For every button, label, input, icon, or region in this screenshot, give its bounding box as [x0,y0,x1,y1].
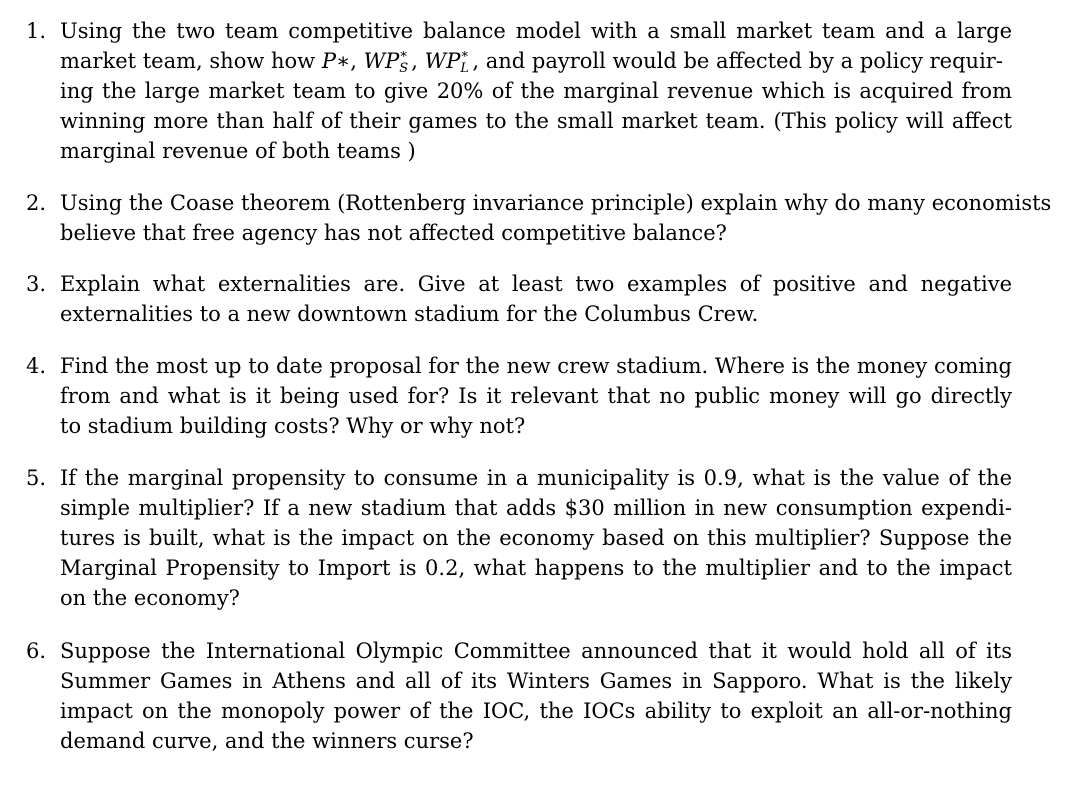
question-line: If the marginal propensity to consume in a municipality is 0.9, what is the value of the [60,466,1012,490]
math-sub-sup-s [399,47,409,76]
question-number: 6. [26,639,47,663]
question-line: demand curve, and the winners curse? [60,729,474,753]
question-line: tures is built, what is the impact on the economy based on this multiplier? Suppose the [60,526,1012,550]
question-line: believe that free agency has not affected competitive balance? [60,221,727,245]
question-line: Using the Coase theorem (Rottenberg invariance principle) explain why do many economists [60,191,1052,215]
question-line: Summer Games in Athens and all of its Winters Games in Sapporo. What is the likely [60,669,1012,693]
question-line-with-math: market team, show how P∗, WP ∗ S , WP ∗ L , and payroll would be affected by a policy requir- [60,46,1003,76]
question-line: externalities to a new downtown stadium for the Columbus Crew. [60,302,759,326]
math-sub: L [460,61,470,76]
question-number: 3. [26,272,47,296]
question-line: Explain what externalities are. Give at least two examples of positive and negative [60,272,1012,296]
question-line: on the economy? [60,586,240,610]
math-sup: ∗ [399,47,409,62]
question-line: simple multiplier? If a new stadium that adds $30 million in new consumption expendi- [60,496,1012,520]
question-text: , and payroll would be affected by a policy requir- [472,49,1003,73]
math-sub: S [399,61,409,76]
question-line: winning more than half of their games to the small market team. (This policy will affect [60,109,1012,133]
math-wp: WP [424,49,461,73]
question-number: 1. [26,19,47,43]
question-line: Using the two team competitive balance model with a small market team and a large [60,19,1012,43]
question-number: 5. [26,466,47,490]
question-line: ing the large market team to give 20% of the marginal revenue which is acquired from [60,79,1012,103]
question-number: 2. [26,191,47,215]
question-line: impact on the monopoly power of the IOC, the IOCs ability to exploit an all-or-nothing [60,699,1012,723]
math-p-star: P∗ [321,49,351,73]
question-number: 4. [26,354,47,378]
question-line: to stadium building costs? Why or why not? [60,414,526,438]
question-text: market team, show how [60,49,322,73]
question-line: Suppose the International Olympic Committee announced that it would hold all of its [60,639,1012,663]
question-line: from and what is it being used for? Is it relevant that no public money will go directly [60,384,1012,408]
math-wp: WP [363,49,400,73]
question-line: Find the most up to date proposal for the new crew stadium. Where is the money coming [60,354,1012,378]
question-line: marginal revenue of both teams ) [60,139,416,163]
question-line: Marginal Propensity to Import is 0.2, what happens to the multiplier and to the impact [60,556,1012,580]
math-sub-sup-l [460,47,470,76]
math-sup: ∗ [460,47,470,62]
